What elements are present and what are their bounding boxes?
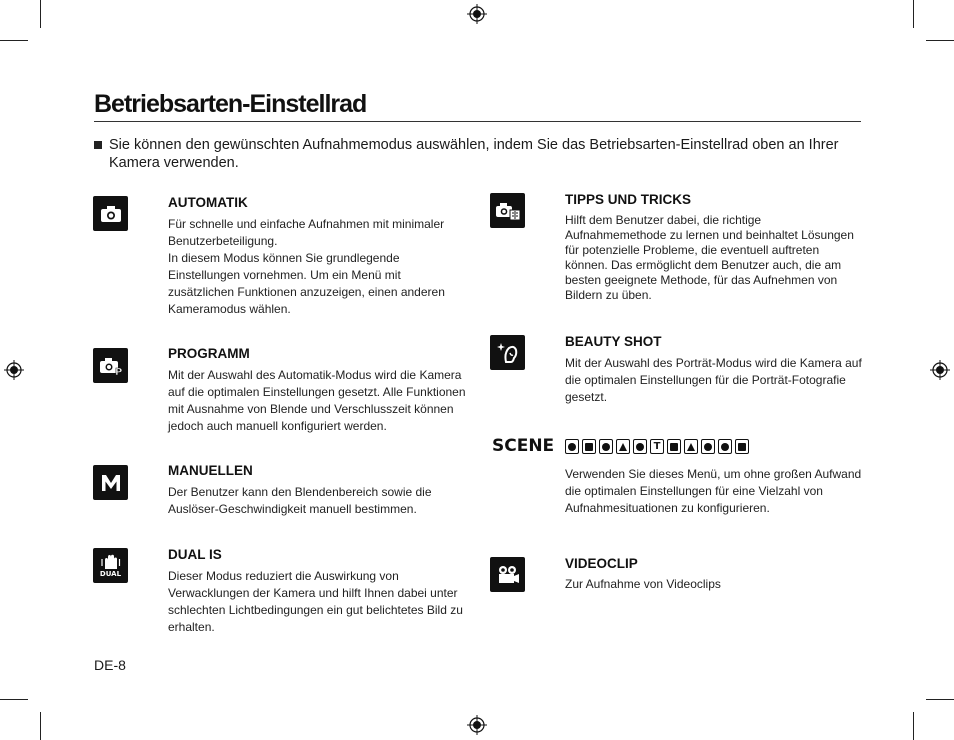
mode-entry-programm (168, 346, 468, 435)
beauty-shot-icon (490, 335, 525, 370)
mode-title: MANUELLEN (168, 463, 253, 478)
registration-mark-icon (930, 360, 950, 380)
mode-description: Mit der Auswahl des Porträt-Modus wird die Kamera auf die optimalen Einstellungen für die Porträt-Fotografie gesetzt. (565, 356, 862, 404)
landscape-icon (616, 439, 630, 454)
mode-entry-beauty-shot (565, 334, 865, 406)
crop-mark (913, 0, 914, 28)
manual-m-icon (93, 465, 128, 500)
mode-description: Verwenden Sie dieses Menü, um ohne großen Aufwand die optimalen Einstellungen für eine Vielzahl von Aufnahmesituationen zu konfigurieren. (565, 467, 862, 515)
mode-entry-tipps-und-tricks (565, 192, 865, 303)
crop-mark (40, 712, 41, 740)
crop-mark (926, 699, 954, 700)
fireworks-icon (718, 439, 732, 454)
square-bullet-icon (94, 141, 102, 149)
mode-entry-dual-is (168, 547, 468, 636)
crop-mark (40, 0, 41, 28)
registration-mark-icon (4, 360, 24, 380)
scene-mode-label: SCENE (492, 436, 555, 456)
mode-title: TIPPS UND TRICKS (565, 192, 692, 207)
dual-is-hand-icon (93, 548, 128, 583)
dawn-icon (701, 439, 715, 454)
registration-mark-icon (467, 4, 487, 24)
night-icon (565, 439, 579, 454)
mode-description: Zur Aufnahme von Videoclips (565, 577, 721, 591)
page-title: Betriebsarten-Einstellrad (94, 90, 367, 118)
camera-program-icon (93, 348, 128, 383)
crop-mark (0, 699, 28, 700)
mode-entry-videoclip (565, 556, 865, 592)
mode-description: Der Benutzer kann den Blendenbereich sowie die Auslöser-Geschwindigkeit manuell bestimmen. (168, 485, 432, 516)
page-number: DE-8 (94, 657, 126, 673)
mode-description: Für schnelle und einfache Aufnahmen mit minimaler Benutzerbeteiligung. In diesem Modus können Sie grundlegende Einstellungen vornehmen. Um ein Menü mit zusätzlichen Funktionen anzuzeigen, einen anderen Kameramodus wählen. (168, 217, 445, 316)
camera-guide-icon (490, 193, 525, 228)
mode-title: PROGRAMM (168, 346, 250, 361)
portrait-icon (582, 439, 596, 454)
mode-title: BEAUTY SHOT (565, 334, 662, 349)
mode-entry-automatik (168, 195, 468, 318)
children-icon (599, 439, 613, 454)
sunset-icon (667, 439, 681, 454)
title-divider (94, 121, 861, 122)
backlight-icon (684, 439, 698, 454)
mode-description: Mit der Auswahl des Automatik-Modus wird die Kamera auf die optimalen Einstellungen gesetzt. Alle Funktionen mit Ausnahme von Blende und Verschlusszeit können jedoch auch manuell konfiguriert werden. (168, 368, 466, 433)
mode-title: DUAL IS (168, 547, 222, 562)
crop-mark (0, 40, 28, 41)
movie-camera-icon (490, 557, 525, 592)
mode-description: Hilft dem Benutzer dabei, die richtige Aufnahmemethode zu lernen und beinhaltet Lösungen für potenzielle Probleme, die eventuell auftreten können. Das ermöglicht dem Benutzer auch, die am besten geeignete Methode, für das Aufnehmen von Bildern zu üben. (565, 213, 854, 302)
camera-auto-icon (93, 196, 128, 231)
mode-entry-manuellen (168, 463, 468, 518)
svg-text:P: P (114, 366, 122, 376)
scene-icon-row (565, 439, 749, 454)
mode-title: AUTOMATIK (168, 195, 248, 210)
dual-icon-label: DUAL (99, 569, 122, 578)
text-icon: T (650, 439, 664, 454)
mode-title: VIDEOCLIP (565, 556, 638, 571)
crop-mark (913, 712, 914, 740)
crop-mark (926, 40, 954, 41)
mode-description: Dieser Modus reduziert die Auswirkung von Verwacklungen der Kamera und hilft Ihnen dabei unter schlechten Lichtbedingungen ein gut belichtetes Bild zu erhalten. (168, 569, 463, 634)
intro-text: Sie können den gewünschten Aufnahmemodus auswählen, indem Sie das Betriebsarten-Einstellrad oben an Ihrer Kamera verwenden. (109, 137, 839, 171)
mode-entry-scene (565, 466, 865, 517)
beach-snow-icon (735, 439, 749, 454)
close-up-icon (633, 439, 647, 454)
registration-mark-icon (467, 715, 487, 735)
